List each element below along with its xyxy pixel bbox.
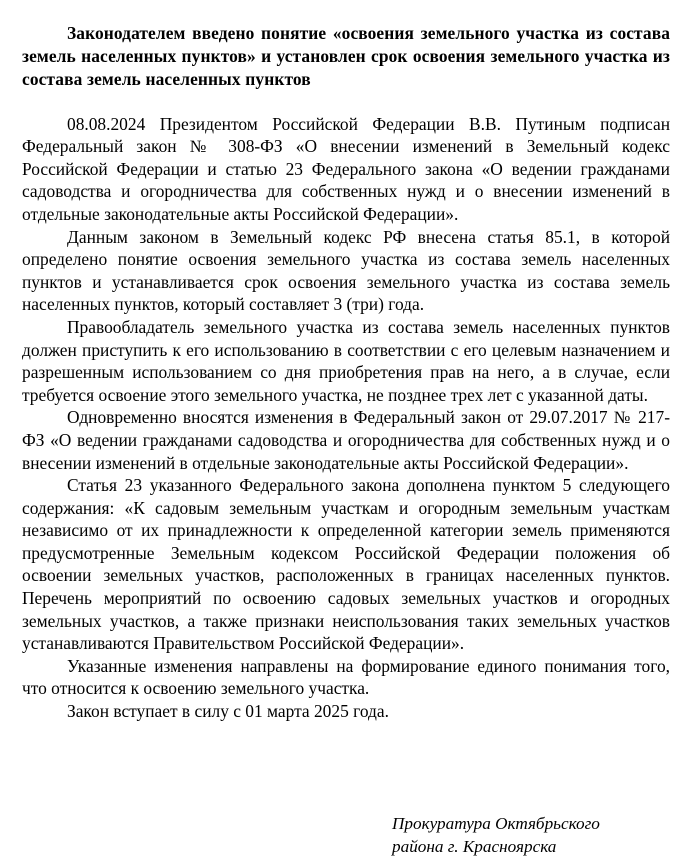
paragraph: Одновременно вносятся изменения в Федеральный закон от 29.07.2017 № 217-ФЗ «О ведении гражданами садоводства и огородничества для собственных нужд и о внесении изменений в отдельные законодательные акты Российской Федерации». bbox=[22, 407, 670, 473]
paragraph: 08.08.2024 Президентом Российской Федерации В.В. Путиным подписан Федеральный закон № 308-ФЗ «О внесении изменений в Земельный кодекс Российской Федерации и статью 23 Федерального закона «О ведении гражданами садоводства и огородничества для собственных нужд и о внесении изменений в отдельные законодательные акты Российской Федерации». bbox=[22, 113, 670, 224]
page-title: Законодателем введено понятие «освоения земельного участка из состава земель населенных пунктов» и установлен срок освоения земельного участка из состава земель населенных пунктов bbox=[22, 23, 670, 90]
signature-line-organization: Прокуратура Октябрьского bbox=[392, 814, 600, 833]
paragraph: Статья 23 указанного Федерального закона дополнена пунктом 5 следующего содержания: «К садовым земельным участкам и огородным земельным участкам независимо от их принадлежности к определенной категории земель применяются предусмотренные Земельным кодексом Российской Федерации положения об освоении земельных участков, расположенных в границах населенных пунктов. Перечень мероприятий по освоению садовых земельных участков и огородных земельных участков, а также признаки неиспользования таких земельных участков устанавливаются Правительством Российской Федерации». bbox=[22, 475, 670, 654]
signature-block bbox=[392, 812, 670, 858]
paragraph: Закон вступает в силу с 01 марта 2025 года. bbox=[67, 701, 389, 722]
signature-line-district: района г. Красноярска bbox=[392, 837, 557, 856]
paragraph: Данным законом в Земельный кодекс РФ внесена статья 85.1, в которой определено понятие освоения земельного участка из состава земель населенных пунктов и устанавливается срок освоения земельного участка из состава земель населенных пунктов, который составляет 3 (три) года. bbox=[22, 226, 670, 315]
title-spacer bbox=[22, 92, 670, 113]
document-body bbox=[22, 113, 670, 723]
paragraph: Указанные изменения направлены на формирование единого понимания того, что относится к освоению земельного участка. bbox=[22, 655, 670, 699]
paragraph: Правообладатель земельного участка из состава земель населенных пунктов должен приступить к его использованию в соответствии с его целевым назначением и разрешенным использованием со дня приобретения прав на него, а в случае, если требуется освоение этого земельного участка, не позднее трех лет с указанной даты. bbox=[22, 316, 670, 405]
